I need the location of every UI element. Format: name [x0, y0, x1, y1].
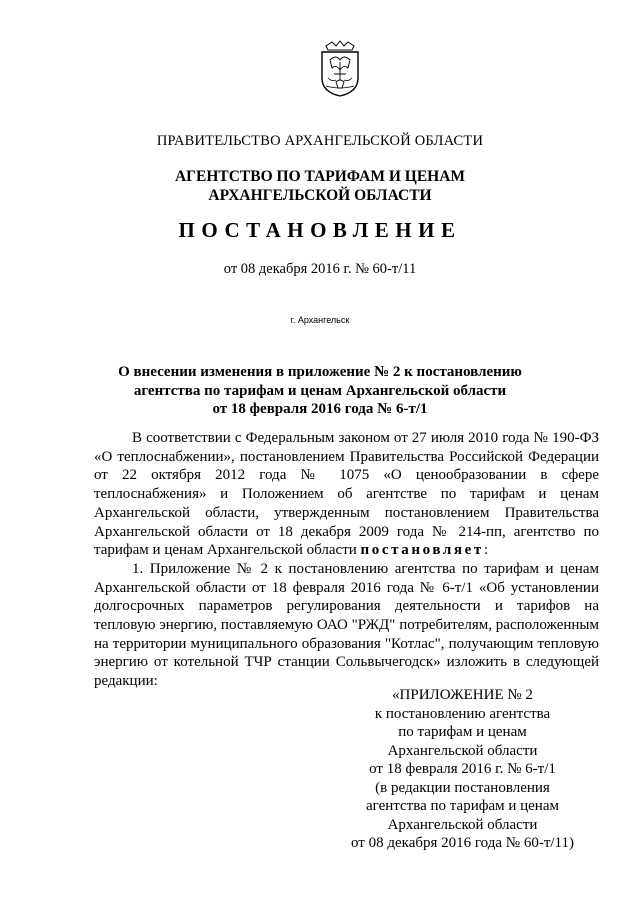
document-subject — [0, 363, 640, 419]
city-label: г. Архангельск — [290, 315, 350, 325]
preamble-paragraph — [94, 429, 599, 560]
document-type: ПОСТАНОВЛЕНИЕ — [178, 218, 462, 242]
appendix-line: агентства по тарифам и ценам — [365, 798, 559, 814]
agency-name — [0, 167, 640, 205]
subject-line2: агентства по тарифам и ценам Архангельской области — [133, 382, 507, 399]
government-name: ПРАВИТЕЛЬСТВО АРХАНГЕЛЬСКОЙ ОБЛАСТИ — [156, 133, 484, 149]
subject-line3: от 18 февраля 2016 года № 6-т/1 — [212, 401, 428, 417]
appendix-line: по тарифам и ценам — [398, 724, 527, 740]
coat-of-arms-icon — [318, 38, 362, 98]
clause-paragraph: 1. Приложение № 2 к постановлению агентства по тарифам и ценам Архангельской области от 18 февраля 2016 года № 6-т/1 «Об установлении долгосрочных параметров регулирования деятельности и тарифов на тепловую энергию, поставляемую ОАО "РЖД" потребителям, расположенным на территории муниципального образования "Котлас", получающим тепловую энергию от котельной ТЧР станции Сольвычегодск» изложить в следующей редакции: — [94, 560, 599, 690]
appendix-header — [330, 686, 595, 853]
subject-line1: О внесении изменения в приложение № 2 к постановлению — [118, 364, 522, 380]
resolves-colon: : — [483, 542, 488, 559]
agency-name-line2: АРХАНГЕЛЬСКОЙ ОБЛАСТИ — [208, 187, 432, 204]
appendix-line: от 08 декабря 2016 года № 60-т/11) — [350, 835, 574, 851]
appendix-line: Архангельской области — [387, 816, 538, 833]
appendix-line: Архангельской области — [387, 742, 538, 759]
agency-name-line1: АГЕНТСТВО ПО ТАРИФАМ И ЦЕНАМ — [174, 168, 466, 185]
appendix-line: «ПРИЛОЖЕНИЕ № 2 — [392, 687, 533, 703]
appendix-line: к постановлению агентства — [374, 705, 551, 722]
document-date-number: от 08 декабря 2016 г. № 60-т/11 — [223, 261, 417, 277]
appendix-line: (в редакции постановления — [375, 779, 550, 796]
preamble-text: В соответствии с Федеральным законом от 27 июля 2010 года № 190-ФЗ «О теплоснабжении», постановлением Правительства Российской Федерации от 22 октября 2012 года № 1075 «О ценообразовании в сфере теплоснабжения» и Положением об агентстве по тарифам и ценам Архангельской области, утвержденным постановлением Правительства Архангельской области от 18 декабря 2009 года № 214-пп, агентство по тарифам и ценам Архангельской области — [94, 430, 599, 559]
document-body — [94, 429, 599, 691]
resolves-word: постановляет — [360, 542, 484, 559]
appendix-line: от 18 февраля 2016 г. № 6-т/1 — [369, 761, 556, 777]
